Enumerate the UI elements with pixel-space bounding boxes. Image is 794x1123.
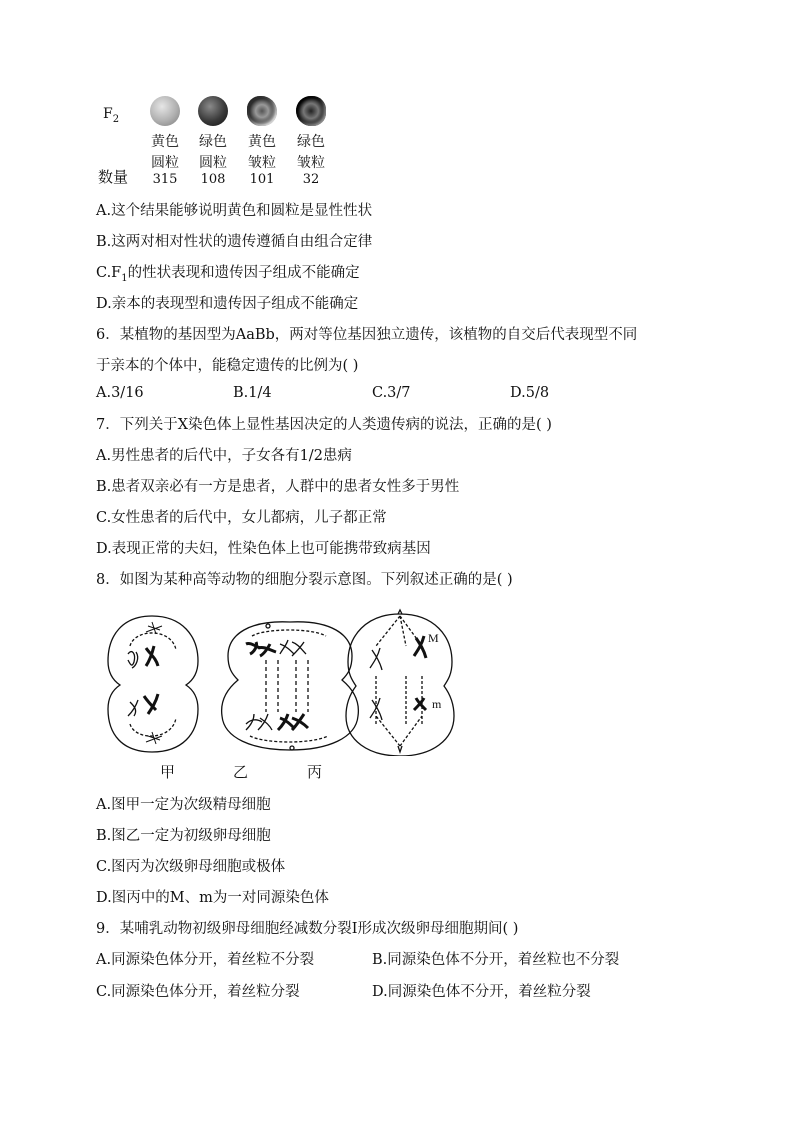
q8-option-b: B.图乙一定为初级卵母细胞 (96, 828, 271, 844)
q6-option-d: D.5/8 (510, 385, 550, 401)
cell-division-figure (100, 606, 460, 756)
cell-label-bing: 丙 (307, 763, 323, 781)
q5-option-d: D.亲本的表现型和遗传因子组成不能确定 (96, 296, 359, 312)
q6-option-c: C.3/7 (372, 385, 411, 401)
q7-option-d: D.表现正常的夫妇，性染色体上也可能携带致病基因 (96, 541, 431, 557)
q9-stem: 9．某哺乳动物初级卵母细胞经减数分裂Ⅰ形成次级卵母细胞期间( ) (96, 921, 519, 937)
q9-option-b: B.同源染色体不分开，着丝粒也不分裂 (372, 952, 620, 968)
seed-count: 32 (302, 172, 320, 187)
q5-option-b: B.这两对相对性状的遗传遵循自由组合定律 (96, 234, 373, 250)
q7-stem: 7．下列关于X染色体上显性基因决定的人类遗传病的说法，正确的是( ) (96, 417, 552, 433)
seed-count: 101 (249, 172, 275, 187)
cell-label-yi: 乙 (233, 763, 249, 781)
seed-caption: 黄色 皱粒 (248, 134, 276, 171)
q8-option-d: D.图丙中的M、m为一对同源染色体 (96, 890, 329, 906)
q7-option-b: B.患者双亲必有一方是患者，人群中的患者女性多于男性 (96, 479, 460, 495)
q9-option-d: D.同源染色体不分开，着丝粒分裂 (372, 984, 591, 1000)
cell-label-jia: 甲 (160, 763, 176, 781)
q8-option-c: C.图丙为次级卵母细胞或极体 (96, 859, 286, 875)
q8-option-a: A.图甲一定为次级精母细胞 (96, 797, 271, 813)
yellow-round-seed-icon (150, 96, 180, 126)
cell-jia (108, 616, 198, 752)
q9-option-c: C.同源染色体分开，着丝粒分裂 (96, 984, 300, 1000)
seed-caption: 绿色 皱粒 (297, 134, 325, 171)
label-m-upper: M (428, 631, 439, 645)
label-m-lower: m (432, 697, 442, 711)
q6-stem-line2: 于亲本的个体中，能稳定遗传的比例为( ) (96, 358, 359, 374)
seed-count: 315 (152, 172, 178, 187)
q5-option-a: A.这个结果能够说明黄色和圆粒是显性性状 (96, 203, 373, 219)
seed-caption: 黄色 圆粒 (151, 134, 179, 171)
q9-option-a: A.同源染色体分开，着丝粒不分裂 (96, 952, 315, 968)
q7-option-a: A.男性患者的后代中，子女各有1/2患病 (96, 448, 352, 464)
cell-yi (222, 622, 359, 750)
seed-count: 108 (200, 172, 226, 187)
q6-option-a: A.3/16 (96, 385, 144, 401)
q7-option-c: C.女性患者的后代中，女儿都病，儿子都正常 (96, 510, 387, 526)
f2-label: $F_2$ (103, 106, 120, 125)
q5-option-c: $C.F_1$的性状表现和遗传因子组成不能确定 (96, 265, 360, 284)
yellow-wrinkled-seed-icon (247, 96, 277, 126)
q6-option-b: B.1/4 (233, 385, 272, 401)
seed-caption: 绿色 圆粒 (199, 134, 227, 171)
q8-stem: 8．如图为某种高等动物的细胞分裂示意图。下列叙述正确的是( ) (96, 572, 513, 588)
count-label: 数量 (98, 168, 129, 186)
green-round-seed-icon (198, 96, 228, 126)
green-wrinkled-seed-icon (296, 96, 326, 126)
q6-stem-line1: 6．某植物的基因型为AaBb，两对等位基因独立遗传，该植物的自交后代表现型不同 (96, 327, 638, 343)
